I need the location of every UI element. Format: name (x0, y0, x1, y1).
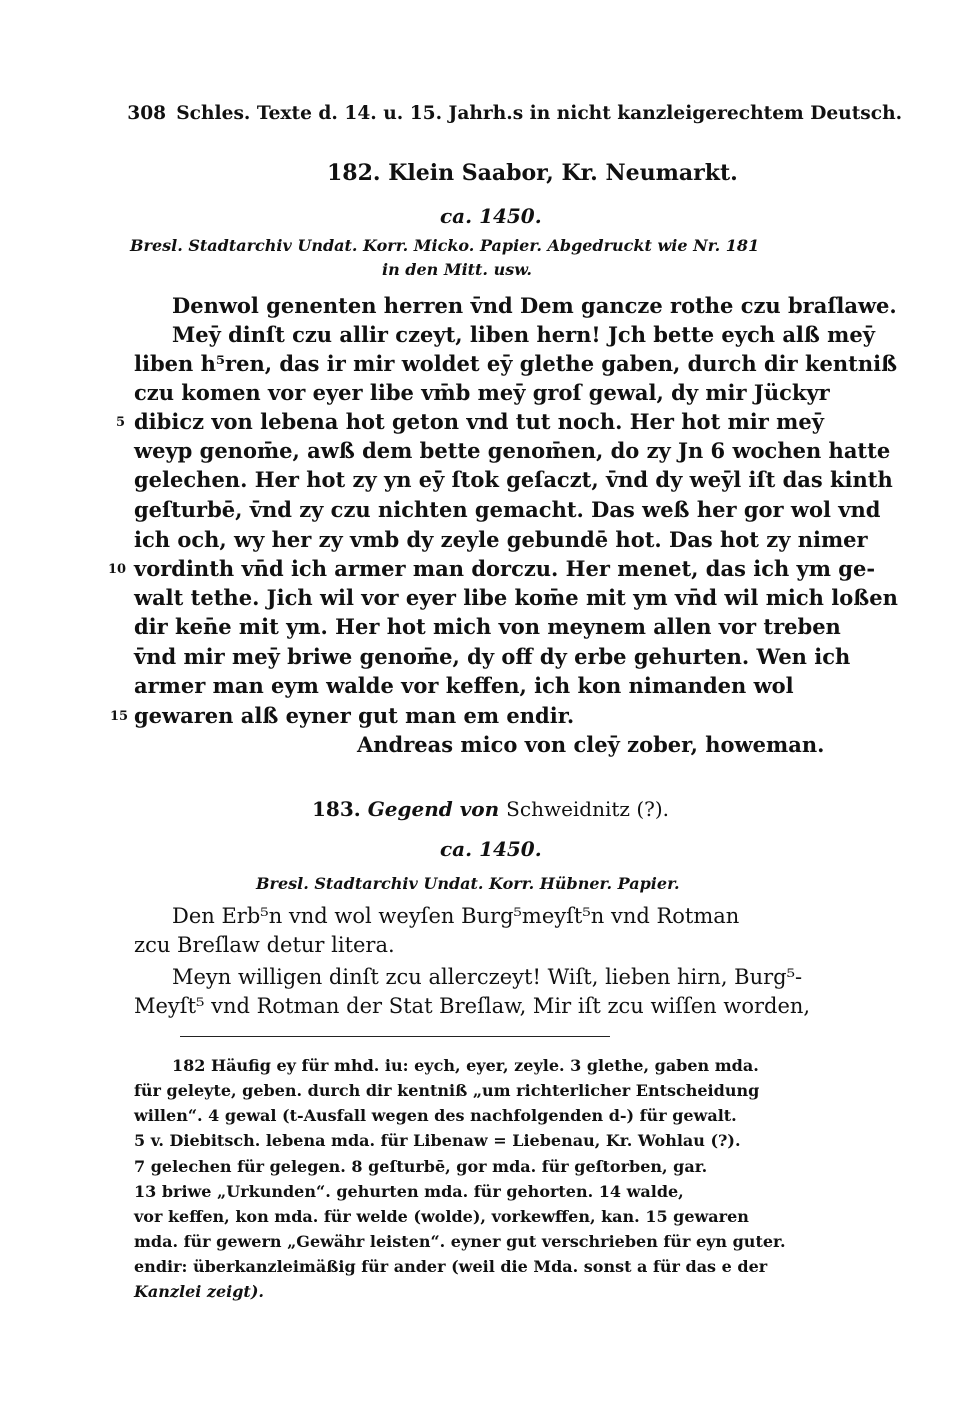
footnote-line: vor keffen, kon mda. für welde (wolde), vorkewffen, kan. 15 gewaren (134, 1207, 749, 1226)
footnote-line: für geleyte, geben. durch dir kentniß „um richterlicher Entscheidung (134, 1081, 760, 1100)
footnote-line: 7 gelechen für gelegen. 8 geſturbē, gor mda. für geſtorben, gar. (134, 1157, 708, 1176)
entry-182-date: ca. 1450. (440, 204, 542, 228)
entry-182-source-line1: Bresl. Stadtarchiv Undat. Korr. Micko. Papier. Abgedruckt wie Nr. 181 (130, 236, 760, 255)
entry-182-line: weyp genom̄e, awß dem bette genom̄en, do zy Jn 6 wochen hatte (134, 438, 891, 463)
entry-183-line: Meyn willigen dinſt zcu allerczeyt! Wiſt, lieben hirn, Burg⁵- (172, 965, 803, 989)
entry-182-line: Meȳ dinſt czu allir czeyt, liben hern! Jch bette eych alß meȳ (172, 322, 875, 347)
entry-182-line: liben h⁵ren, das ir mir woldet eȳ glethe gaben, durch dir kentniß (134, 351, 898, 376)
page-number: 308 (127, 102, 167, 124)
entry-183-title (312, 797, 669, 821)
entry-182-line: vordinth vn̄d ich armer man dorczu. Her menet, das ich ym ge- (134, 556, 876, 581)
footnote-line: mda. für gewern „Gewähr leisten“. eyner gut verschrieben für eyn guter. (134, 1232, 786, 1251)
entry-182-line: gewaren alß eyner gut man em endir. (134, 703, 575, 728)
entry-182-title: 182. Klein Saabor, Kr. Neumarkt. (327, 160, 738, 186)
running-head: Schles. Texte d. 14. u. 15. Jahrh.s in nicht kanzleigerechtem Deutsch. (176, 102, 903, 124)
line-number: 10 (108, 562, 127, 577)
footnote-line: 182 Häufig ey für mhd. iu: eych, eyer, zeyle. 3 glethe, gaben mda. (172, 1056, 759, 1075)
entry-182-line: dir ken̄e mit ym. Her hot mich von meynem allen vor treben (134, 614, 841, 639)
entry-183-line: Meyſt⁵ vnd Rotman der Stat Breſlaw, Mir iſt zcu wiſſen worden, (134, 994, 811, 1018)
entry-183-date: ca. 1450. (440, 837, 542, 861)
entry-182-line: ich och, wy her zy vmb dy zeyle gebundē hot. Das hot zy nimer (134, 527, 868, 552)
line-number: 15 (110, 709, 129, 724)
entry-182-line: Denwol genenten herren v̄nd Dem gancze rothe czu braſlawe. (172, 293, 897, 318)
line-number: 5 (116, 415, 126, 430)
footnote-line: willen“. 4 gewal (t-Ausfall wegen des nachfolgenden d-) für gewalt. (134, 1106, 737, 1125)
entry-182-line: czu komen vor eyer libe vm̄b meȳ groſ gewal, dy mir Jückyr (134, 380, 830, 405)
entry-182-source-line2: in den Mitt. usw. (382, 260, 532, 279)
footnote-line: Kanzlei zeigt). (134, 1282, 264, 1301)
entry-182-signature: Andreas mico von cleȳ zober, howeman. (357, 732, 825, 757)
entry-182-line: walt tethe. Jich wil vor eyer libe kom̄e mit ym vn̄d wil mich loßen (134, 585, 898, 610)
entry-182-line: dibicz von lebena hot geton vnd tut noch. Her hot mir meȳ (134, 409, 824, 434)
entry-182-line: gelechen. Her hot zy yn eȳ ſtok geſaczt, v̄nd dy weȳl iſt das kinth (134, 467, 893, 492)
footnote-line: 13 briwe „Urkunden“. gehurten mda. für gehorten. 14 walde, (134, 1182, 684, 1201)
entry-183-line: zcu Breſlaw detur litera. (134, 933, 395, 957)
entry-182-line: v̄nd mir meȳ briwe genom̄e, dy off dy erbe gehurten. Wen ich (134, 644, 851, 669)
footnote-line: 5 v. Diebitsch. lebena mda. für Libenaw = Liebenau, Kr. Wohlau (?). (134, 1131, 741, 1150)
entry-183-title-rest: Schweidnitz (?). (506, 797, 670, 821)
entry-183-title-place: Gegend von (367, 797, 500, 821)
footnote-line: endir: überkanzleimäßig für ander (weil die Mda. sonst a für das e der (134, 1257, 768, 1276)
entry-183-source: Bresl. Stadtarchiv Undat. Korr. Hübner. Papier. (256, 874, 680, 893)
entry-182-line: armer man eym walde vor keffen, ich kon nimanden wol (134, 673, 794, 698)
entry-183-line: Den Erb⁵n vnd wol weyſen Burg⁵meyſt⁵n vnd Rotman (172, 904, 740, 928)
footnote-divider (180, 1036, 610, 1037)
entry-182-line: geſturbē, v̄nd zy czu nichten gemacht. Das weß her gor wol vnd (134, 497, 881, 522)
entry-183-title-num: 183. (312, 797, 361, 821)
